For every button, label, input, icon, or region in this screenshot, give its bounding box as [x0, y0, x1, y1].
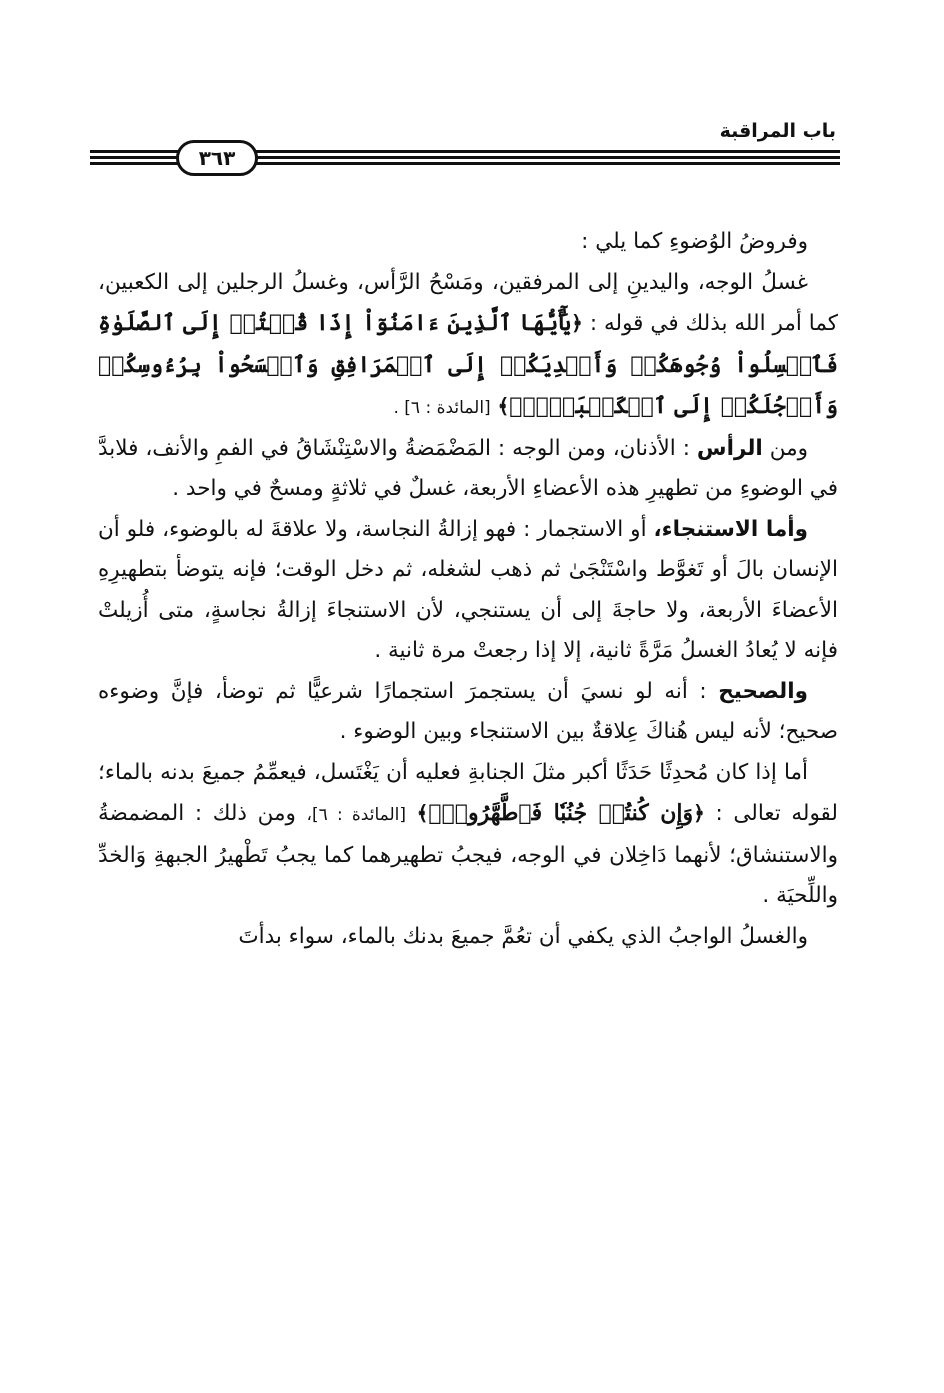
paragraph-text: وفروضُ الوُضوءِ كما يلي : [581, 229, 808, 254]
paragraph-text: ومن [769, 435, 808, 461]
paragraph-1 [98, 222, 838, 263]
verse-reference: [المائدة : ٦]، [306, 805, 407, 825]
paragraph-text: والغسلُ الواجبُ الذي يكفي أن تعُمَّ جميعَ بدنك بالماء، سواء بدأتَ [238, 923, 808, 949]
running-head: باب المراقبة [719, 120, 836, 142]
paragraph-4 [98, 510, 838, 672]
page-number: ٣٦٣ [198, 146, 236, 170]
verse-reference: [المائدة : ٦] . [393, 398, 491, 418]
paragraph-text: أما إذا كان مُحدِثًا حَدَثًا أكبر مثلَ الجنابةِ فعليه أن يَغْتَسل، فيعمِّمُ جميعَ بدنه بالماء؛ لقوله تعالى : [98, 759, 838, 826]
paragraph-2 [98, 263, 838, 429]
paragraph-7 [98, 917, 838, 958]
quran-verse: وَإِن كُنتُمۡ جُنُبٗا فَٱطَّهَّرُواْۚ [428, 800, 694, 826]
paragraph-text: : الأذنان، ومن الوجه : المَضْمَضةُ والاسْتِنْشَاقُ في الفمِ والأنف، فلابدَّ في الوضوءِ من تطهيرِ هذه الأعضاءِ الأربعة، غسلٌ في ثلاثةٍ ومسحٌ في واحد . [98, 435, 838, 501]
paragraph-bold-term: الرأس [696, 435, 763, 461]
paragraph-text: : أنه لو نسيَ أن يستجمرَ استجمارًا شرعيًّا ثم توضأ، فإنَّ وضوءه صحيح؛ لأنه ليس هُناكَ عِلاقةٌ بين الاستنجاء وبين الوضوء . [98, 678, 838, 744]
page-header [90, 112, 840, 182]
paragraph-5 [98, 672, 838, 753]
quran-bracket-close: ﴾ [416, 801, 429, 825]
page-number-badge [176, 140, 258, 176]
quran-bracket-close: ﴾ [497, 394, 510, 418]
paragraph-text: ومن ذلك : المضمضةُ والاستنشاق؛ لأنهما دَاخِلان في الوجه، فيجبُ تطهيرهما كما يجبُ تَطْهيرُ الجبهةِ وَالخدِّ واللِّحيَة . [98, 801, 838, 908]
paragraph-6 [98, 753, 838, 917]
paragraph-text: غسلُ الوجه، واليدينِ إلى المرفقين، ومَسْحُ الرَّأس، وغسلُ الرجلين إلى الكعبين، كما أمر الله بذلك في قوله : [98, 269, 838, 336]
page-body [98, 222, 838, 957]
paragraph-bold-term: وأما الاستنجاء، [653, 516, 808, 542]
quran-bracket-open: ﴿ [571, 311, 583, 335]
paragraph-bold-term: والصحيح [718, 678, 808, 704]
paragraph-3 [98, 429, 838, 510]
paragraph-text: أو الاستجمار : فهو إزالةُ النجاسة، ولا علاقةَ له بالوضوء، فلو أن الإنسان بالَ أو تَغوَّط واسْتَنْجَىٰ ثم ذهب لشغله، ثم دخل الوقت؛ فإنه يتوضأ بتطهيرِهِ الأعضاءَ الأربعة، ولا حاجةَ إلى أن يستنجي، لأن الاستنجاءَ إزالةُ نجاسةٍ، متى أُزيلتْ فإنه لا يُعادُ الغسلُ مَرَّةً ثانية، إلا إذا رجعتْ مرة ثانية . [98, 516, 838, 663]
quran-bracket-open: ﴿ [693, 801, 705, 825]
quran-verse: يَٰٓأَيُّهَا ٱلَّذِينَ ءَامَنُوٓاْ إِذَا قُمۡتُمۡ إِلَى ٱلصَّلَوٰةِ فَٱغۡسِلُواْ وُجُوهَكُمۡ وَأَيۡدِيَكُمۡ إِلَى ٱلۡمَرَافِقِ وَٱمۡسَحُواْ بِرُءُوسِكُمۡ وَأَرۡجُلَكُمۡ إِلَى ٱلۡكَعۡبَيۡنِۚ [98, 310, 838, 419]
